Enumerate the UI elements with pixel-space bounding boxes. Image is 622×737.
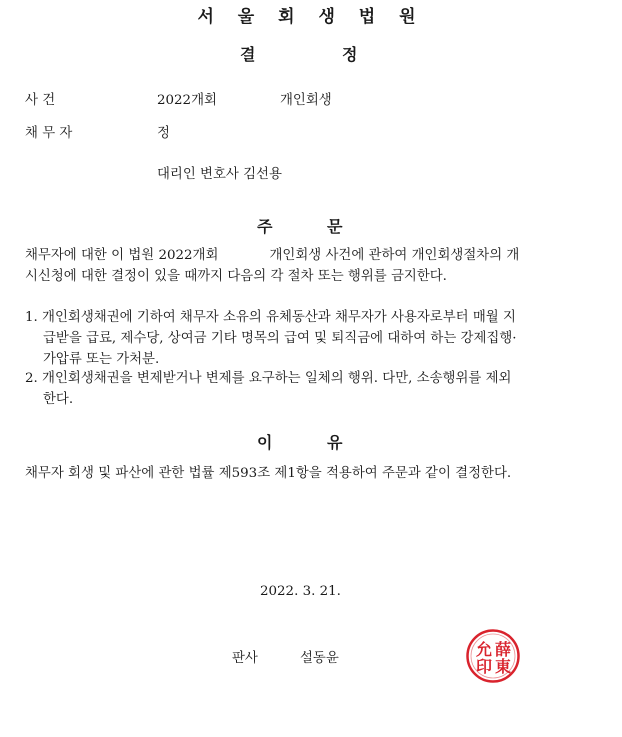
seal-char-3: 允 (475, 640, 493, 659)
doc-title-char-2: 정 (342, 45, 358, 64)
seal-char-2: 東 (494, 657, 512, 676)
reason-heading-char-2: 유 (327, 433, 343, 452)
order-intro-line-2: 시신청에 대한 결정이 있을 때까지 다음의 각 절차 또는 행위를 금지한다. (25, 269, 447, 284)
decision-date: 2022. 3. 21. (260, 584, 341, 599)
case-number: 2022개회 (157, 93, 217, 108)
court-name: 서 울 회 생 법 원 (197, 7, 425, 27)
debtor-label: 채 무 자 (25, 126, 73, 141)
doc-title-char-1: 결 (240, 45, 256, 64)
case-label: 사 건 (25, 93, 56, 108)
judge-label: 판사 (232, 651, 258, 666)
order-item-2-line-1: 2. 개인회생채권을 변제받거나 변제를 요구하는 일체의 행위. 다만, 소송행위를 제외 (25, 371, 512, 386)
seal-char-1: 薛 (494, 640, 512, 659)
agent-name: 대리인 변호사 김선용 (157, 167, 282, 182)
order-item-1 (25, 307, 585, 370)
reason-heading-char-1: 이 (257, 433, 273, 452)
order-intro (25, 245, 585, 287)
order-heading-char-1: 주 (257, 217, 273, 236)
judge-name: 설동윤 (300, 651, 339, 666)
order-item-2 (25, 368, 585, 410)
reason-text: 채무자 회생 및 파산에 관한 법률 제593조 제1항을 적용하여 주문과 같이 결정한다. (25, 466, 512, 481)
order-heading-char-2: 문 (327, 217, 343, 236)
order-item-1-line-1: 1. 개인회생채권에 기하여 채무자 소유의 유체동산과 채무자가 사용자로부터 매월 지 (25, 310, 516, 325)
seal-char-4: 印 (475, 657, 493, 676)
case-type: 개인회생 (280, 93, 332, 108)
judge-seal-icon (465, 628, 521, 684)
order-item-2-line-2: 한다. (43, 392, 74, 407)
order-intro-line-1: 채무자에 대한 이 법원 2022개회 개인회생 사건에 관하여 개인회생절차의 개 (25, 248, 520, 263)
order-item-1-line-2: 급받을 급료, 제수당, 상여금 기타 명목의 급여 및 퇴직금에 대하여 하는 강제집행· (43, 331, 517, 346)
order-item-1-line-3: 가압류 또는 가처분. (43, 352, 160, 367)
debtor-name: 정 (157, 126, 170, 141)
